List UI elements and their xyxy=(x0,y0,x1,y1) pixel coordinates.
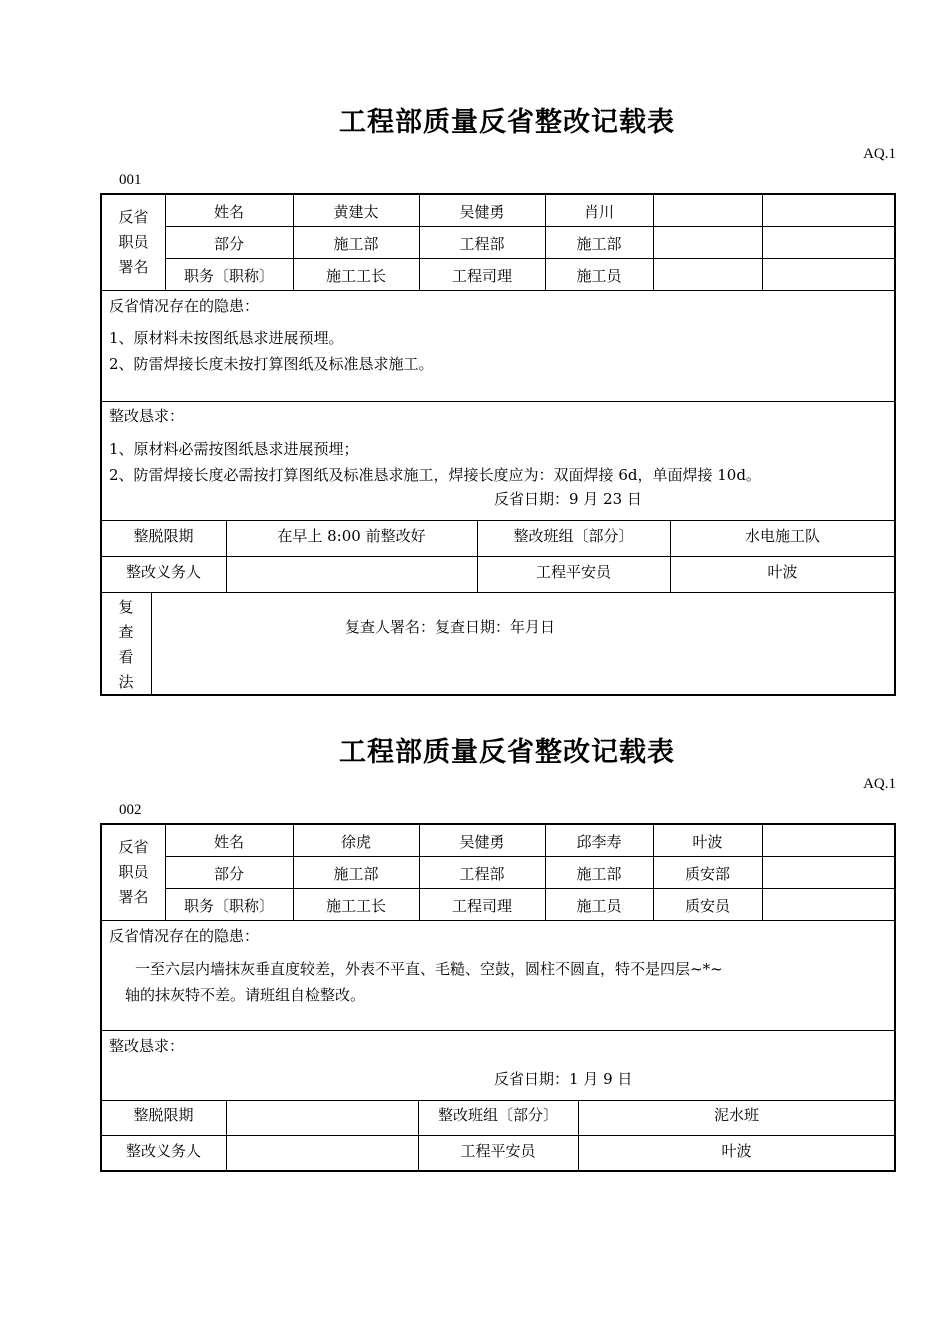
form-serial: 002 xyxy=(119,802,142,818)
signer-title: 工程司理 xyxy=(451,897,512,915)
inspection-date: 反省日期：9 月 23 日 xyxy=(494,490,642,508)
form-title: 工程部质量反省整改记载表 xyxy=(339,737,675,768)
header-name: 姓名 xyxy=(213,833,244,851)
signer-title: 施工工长 xyxy=(325,897,386,915)
signer-dept: 工程部 xyxy=(459,235,505,253)
deadline-label: 整脱限期 xyxy=(133,527,194,545)
team-label: 整改班组〔部分〕 xyxy=(437,1106,558,1124)
signer-name: 邱李寿 xyxy=(576,833,622,851)
hazards-label: 反省情况存在的隐患： xyxy=(109,297,260,315)
signer-title: 施工员 xyxy=(576,267,622,285)
signers-label: 反省 职员 署名 xyxy=(118,208,149,276)
deadline-label: 整脱限期 xyxy=(133,1106,194,1124)
form-code: AQ.1 xyxy=(863,776,896,792)
signer-dept: 施工部 xyxy=(576,865,622,883)
requirements-label: 整改恳求： xyxy=(109,407,185,425)
review-text: 复查人署名：复查日期：年月日 xyxy=(345,618,556,636)
header-name: 姓名 xyxy=(213,203,244,221)
safety-value: 叶波 xyxy=(721,1142,752,1160)
hazard-item: 1、原材料未按图纸恳求进展预埋。 xyxy=(109,329,344,347)
deadline-value: 在早上 8:00 前整改好 xyxy=(277,527,426,545)
form-code: AQ.1 xyxy=(863,146,896,162)
hazard-item: 轴的抹灰特不差。请班组自检整改。 xyxy=(125,986,366,1004)
header-dept: 部分 xyxy=(213,235,244,253)
duty-label: 整改义务人 xyxy=(125,563,201,581)
signer-dept: 施工部 xyxy=(333,865,379,883)
hazard-item: 2、防雷焊接长度未按打算图纸及标准恳求施工。 xyxy=(109,355,434,373)
duty-label: 整改义务人 xyxy=(125,1142,201,1160)
team-value: 泥水班 xyxy=(713,1106,759,1124)
signer-name: 吴健勇 xyxy=(459,203,505,221)
signer-dept: 质安部 xyxy=(684,865,730,883)
safety-value: 叶波 xyxy=(767,563,798,581)
signer-name: 肖川 xyxy=(583,203,614,221)
requirement-item: 1、原材料必需按图纸恳求进展预埋； xyxy=(109,440,359,458)
hazards-label: 反省情况存在的隐患： xyxy=(109,927,260,945)
signers-label: 反省 职员 署名 xyxy=(118,838,149,906)
requirements-label: 整改恳求： xyxy=(109,1037,185,1055)
signer-name: 叶波 xyxy=(692,833,723,851)
safety-label: 工程平安员 xyxy=(460,1142,536,1160)
requirement-item: 2、防雷焊接长度必需按打算图纸及标准恳求施工，焊接长度应为：双面焊接 6d，单面焊接 10d。 xyxy=(109,466,761,484)
team-value: 水电施工队 xyxy=(744,527,820,545)
signer-name: 徐虎 xyxy=(340,833,371,851)
form-title: 工程部质量反省整改记载表 xyxy=(339,107,675,138)
hazard-item: 一至六层内墙抹灰垂直度较差，外表不平直、毛糙、空鼓，圆柱不圆直，特不是四层~*~ xyxy=(135,960,723,978)
signer-title: 工程司理 xyxy=(451,267,512,285)
header-dept: 部分 xyxy=(213,865,244,883)
inspection-date: 反省日期：1 月 9 日 xyxy=(494,1070,633,1088)
review-label: 复 查 看 法 xyxy=(118,598,134,691)
form-serial: 001 xyxy=(119,172,142,188)
signer-name: 吴健勇 xyxy=(459,833,505,851)
signer-title: 施工员 xyxy=(576,897,622,915)
header-title: 职务〔职称〕 xyxy=(183,267,274,285)
signer-dept: 工程部 xyxy=(459,865,505,883)
safety-label: 工程平安员 xyxy=(535,563,611,581)
signer-title: 施工工长 xyxy=(325,267,386,285)
signer-name: 黄建太 xyxy=(333,203,379,221)
team-label: 整改班组〔部分〕 xyxy=(513,527,634,545)
signer-dept: 施工部 xyxy=(576,235,622,253)
signer-title: 质安员 xyxy=(684,897,730,915)
signer-dept: 施工部 xyxy=(333,235,379,253)
header-title: 职务〔职称〕 xyxy=(183,897,274,915)
